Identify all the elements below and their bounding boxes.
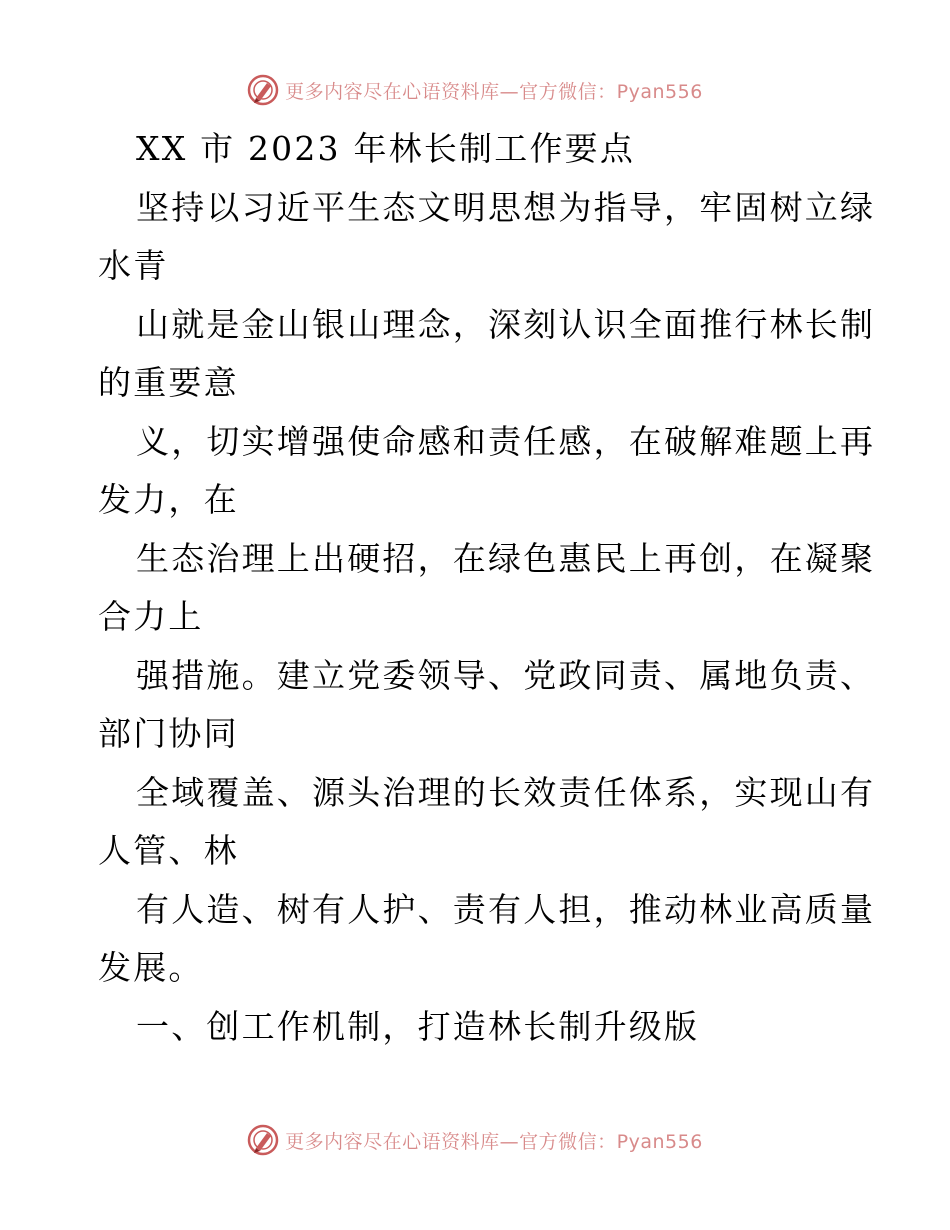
- header-watermark: [0, 70, 950, 110]
- section-heading: 一、创工作机制，打造林长制升级版: [136, 1006, 700, 1046]
- paragraph-line: 的重要意: [98, 363, 239, 402]
- paragraph-line: 生态治理上出硬招，在绿色惠民上再创，在凝聚: [136, 538, 876, 578]
- paragraph-line: 发展。: [98, 948, 204, 987]
- pen-nib-logo-icon: [247, 1124, 279, 1156]
- paragraph-line: 坚持以习近平生态文明思想为指导，牢固树立绿: [136, 187, 876, 227]
- pen-nib-logo-icon: [247, 74, 279, 106]
- paragraph-line: 部门协同: [98, 714, 239, 753]
- watermark-text: 更多内容尽在心语资料库—官方微信：Pyan556: [285, 1130, 703, 1153]
- paragraph-line: 发力，在: [98, 480, 239, 519]
- footer-watermark: [0, 1120, 950, 1160]
- document-body: [98, 120, 876, 1056]
- document-title: XX 市 2023 年林长制工作要点: [136, 129, 636, 168]
- paragraph-line: 合力上: [98, 597, 204, 636]
- paragraph-line: 水青: [98, 246, 169, 285]
- paragraph-line: 强措施。建立党委领导、党政同责、属地负责、: [136, 655, 876, 695]
- paragraph-line: 山就是金山银山理念，深刻认识全面推行林长制: [136, 304, 876, 344]
- watermark-text: 更多内容尽在心语资料库—官方微信：Pyan556: [285, 80, 703, 103]
- paragraph-line: 有人造、树有人护、责有人担，推动林业高质量: [136, 889, 876, 929]
- paragraph-line: 全域覆盖、源头治理的长效责任体系，实现山有: [136, 772, 876, 812]
- paragraph-line: 人管、林: [98, 831, 239, 870]
- paragraph-line: 义，切实增强使命感和责任感，在破解难题上再: [136, 421, 876, 461]
